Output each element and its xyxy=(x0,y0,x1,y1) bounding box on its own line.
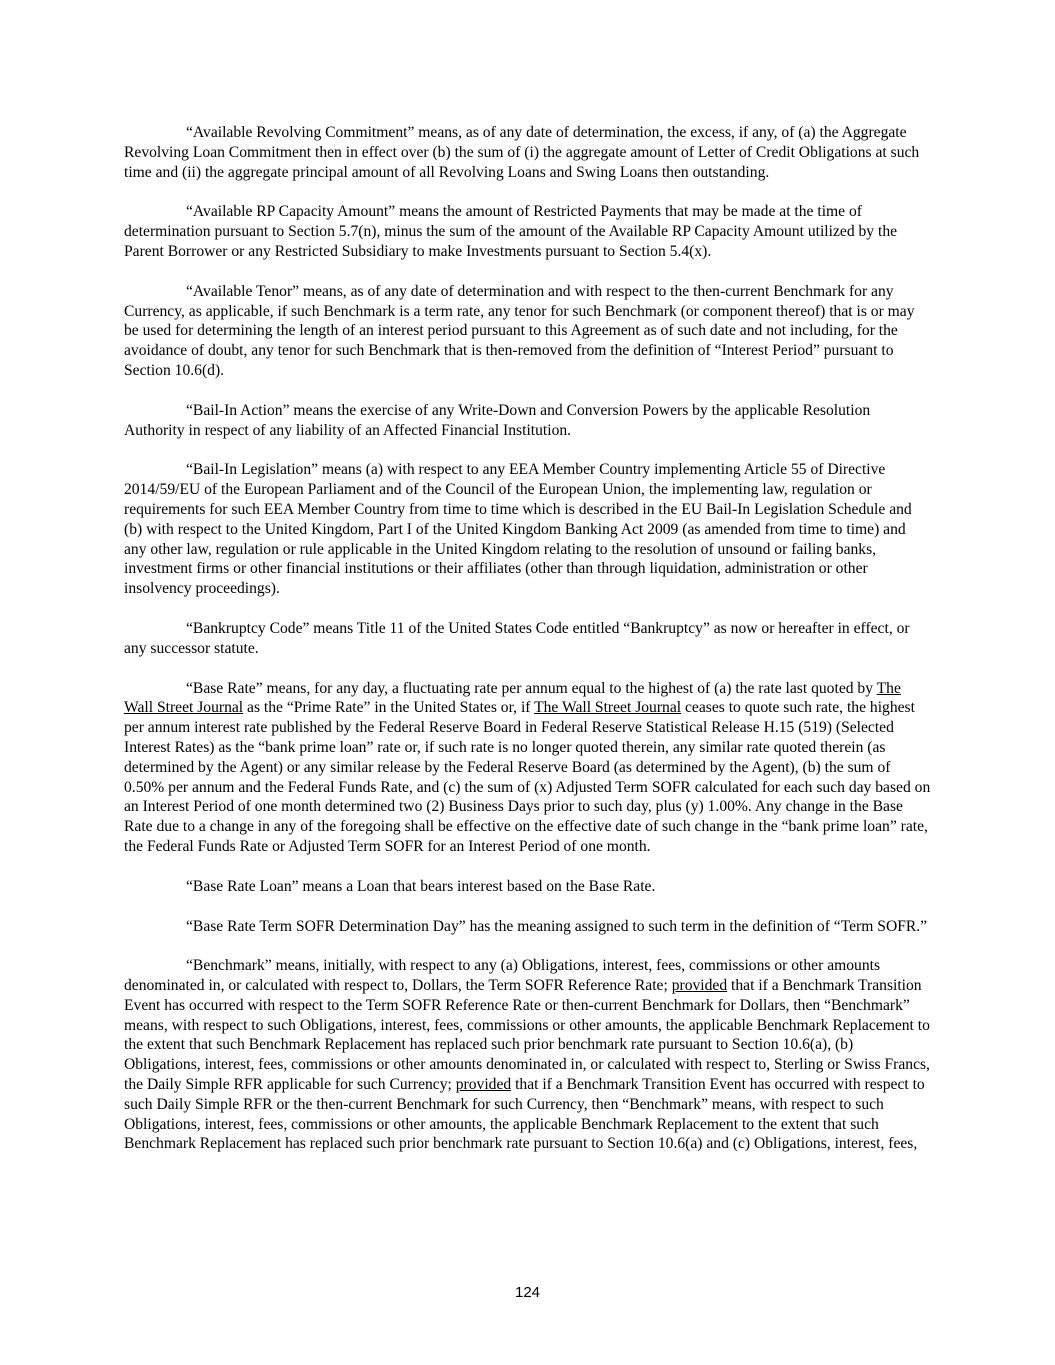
publication-name: The Wall Street Journal xyxy=(124,679,901,717)
definition-bail-in-legislation: “Bail-In Legislation” means (a) with respect to any EEA Member Country implementing Article 55 of Directive 2014/59/EU of the European Parliament and of the Council of the European Union, the implementing law, regulation or requirements for such EEA Member Country from time to time which is described in the EU Bail-In Legislation Schedule and (b) with respect to the United Kingdom, Part I of the United Kingdom Banking Act 2009 (as amended from time to time) and any other law, regulation or rule applicable in the United Kingdom relating to the resolution of unsound or failing banks, investment firms or other financial institutions or their affiliates (other than through liquidation, administration or other insolvency proceedings). xyxy=(124,461,912,598)
definition-available-rp-capacity-amount: “Available RP Capacity Amount” means the amount of Restricted Payments that may be made at the time of determination pursuant to Section 5.7(n), minus the sum of the amount of the Available RP Capacity Amount utilized by the Parent Borrower or any Restricted Subsidiary to make Investments pursuant to Section 5.4(x). xyxy=(124,203,898,260)
provided-term: provided xyxy=(671,977,728,995)
page-number: 124 xyxy=(514,1284,541,1301)
definition-bankruptcy-code: “Bankruptcy Code” means Title 11 of the United States Code entitled “Bankruptcy” as now or hereafter in effect, or any successor statute. xyxy=(124,619,910,657)
definition-bail-in-action: “Bail-In Action” means the exercise of any Write-Down and Conversion Powers by the applicable Resolution Authority in respect of any liability of an Affected Financial Institution. xyxy=(124,401,871,439)
document-body xyxy=(124,123,932,1174)
definition-base-rate-term-sofr-determination-day: “Base Rate Term SOFR Determination Day” has the meaning assigned to such term in the definition of “Term SOFR.” xyxy=(186,917,928,935)
definition-base-rate-loan: “Base Rate Loan” means a Loan that bears interest based on the Base Rate. xyxy=(186,877,656,895)
definition-available-revolving-commitment: “Available Revolving Commitment” means, as of any date of determination, the excess, if any, of (a) the Aggregate Revolving Loan Commitment then in effect over (b) the sum of (i) the aggregate amount of Letter of Credit Obligations at such time and (ii) the aggregate principal amount of all Revolving Loans and Swing Loans then outstanding. xyxy=(124,124,920,181)
definition-available-tenor: “Available Tenor” means, as of any date of determination and with respect to the then-current Benchmark for any Currency, as applicable, if such Benchmark is a term rate, any tenor for such Benchmark (or component thereof) that is or may be used for determining the length of an interest period pursuant to this Agreement as of such date and not including, for the avoidance of doubt, any tenor for such Benchmark that is then-removed from the definition of “Interest Period” pursuant to Section 10.6(d). xyxy=(124,282,915,379)
definition-benchmark: “Benchmark” means, initially, with respect to any (a) Obligations, interest, fees, commissions or other amounts denominated in, or calculated with respect to, Dollars, the Term SOFR Reference Rate; provided that if a Benchmark Transition Event has occurred with respect to the Term SOFR Reference Rate or then-current Benchmark for Dollars, then “Benchmark” means, with respect to such Obligations, interest, fees, commissions or other amounts, the applicable Benchmark Replacement to the extent that such Benchmark Replacement has replaced such prior benchmark rate pursuant to Section 10.6(a), (b) Obligations, interest, fees, commissions or other amounts denominated in, or calculated with respect to, Sterling or Swiss Francs, the Daily Simple RFR applicable for such Currency; provided that if a Benchmark Transition Event has occurred with respect to such Daily Simple RFR or the then-current Benchmark for such Currency, then “Benchmark” means, with respect to such Obligations, interest, fees, commissions or other amounts, the applicable Benchmark Replacement to the extent that such Benchmark Replacement has replaced such prior benchmark rate pursuant to Section 10.6(a) and (c) Obligations, interest, fees, xyxy=(124,957,930,1153)
publication-name: The Wall Street Journal xyxy=(534,699,682,717)
provided-term: provided xyxy=(455,1076,512,1094)
definition-base-rate: “Base Rate” means, for any day, a fluctuating rate per annum equal to the highest of (a) the rate last quoted by The Wall Street Journal as the “Prime Rate” in the United States or, if The Wall Street Journal ceases to quote such rate, the highest per annum interest rate published by the Federal Reserve Board in Federal Reserve Statistical Release H.15 (519) (Selected Interest Rates) as the “bank prime loan” rate or, if such rate is no longer quoted therein, any similar rate quoted therein (as determined by the Agent) or any similar release by the Federal Reserve Board (as determined by the Agent), (b) the sum of 0.50% per annum and the Federal Funds Rate, and (c) the sum of (x) Adjusted Term SOFR calculated for each such day based on an Interest Period of one month determined two (2) Business Days prior to such day, plus (y) 1.00%. Any change in the Base Rate due to a change in any of the foregoing shall be effective on the effective date of such change in the “bank prime loan” rate, the Federal Funds Rate or Adjusted Term SOFR for an Interest Period of one month. xyxy=(124,679,931,855)
